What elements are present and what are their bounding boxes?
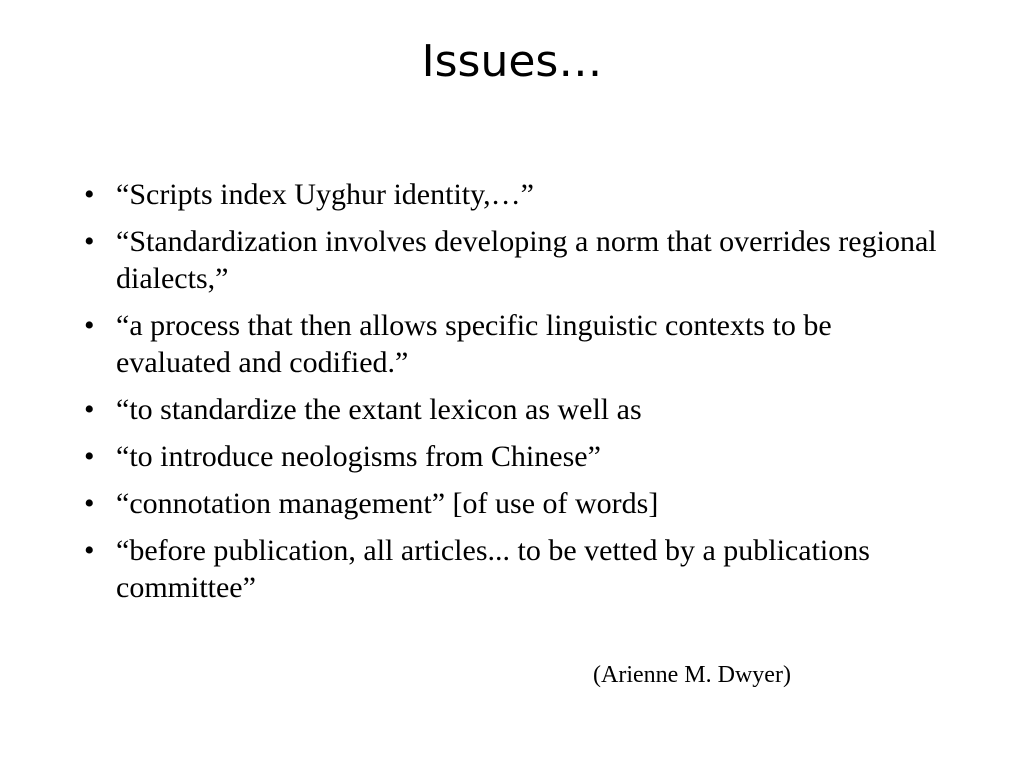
bullet-list — [80, 176, 950, 616]
bullet-text: “Standardization involves developing a norm that overrides regional dialects,” — [116, 225, 937, 295]
bullet-item — [80, 391, 950, 428]
bullet-item — [80, 176, 950, 213]
bullet-text: “a process that then allows specific linguistic contexts to be evaluated and codified.” — [116, 309, 832, 379]
bullet-text: “Scripts index Uyghur identity,…” — [116, 178, 534, 211]
bullet-text: “to introduce neologisms from Chinese” — [116, 440, 601, 473]
bullet-item — [80, 485, 950, 522]
attribution: (Arienne M. Dwyer) — [593, 662, 791, 688]
bullet-mark: • — [84, 534, 95, 567]
bullet-mark: • — [84, 309, 95, 342]
bullet-text: “connotation management” [of use of words] — [116, 487, 659, 520]
bullet-item — [80, 223, 950, 297]
bullet-text: “to standardize the extant lexicon as well as — [116, 393, 642, 426]
bullet-text: “before publication, all articles... to be vetted by a publications committee” — [116, 534, 870, 604]
bullet-mark: • — [84, 393, 95, 426]
slide-title: Issues… — [421, 36, 603, 87]
bullet-mark: • — [84, 178, 95, 211]
bullet-item — [80, 532, 950, 606]
bullet-item — [80, 438, 950, 475]
bullet-mark: • — [84, 225, 95, 258]
bullet-mark: • — [84, 440, 95, 473]
bullet-item — [80, 307, 950, 381]
bullet-mark: • — [84, 487, 95, 520]
